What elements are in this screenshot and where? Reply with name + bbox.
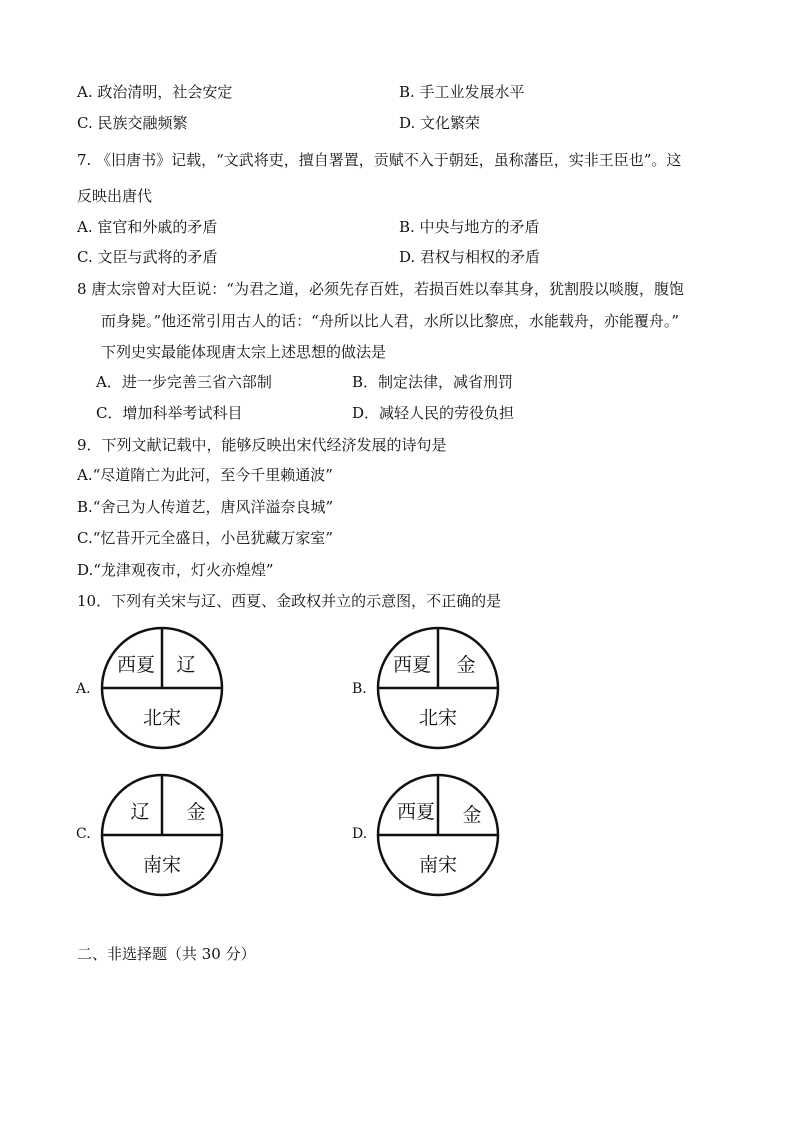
diagram-b-right-region: 金 (456, 654, 476, 676)
q7-stem-line2: 反映出唐代 (77, 187, 153, 205)
diagram-b-left-region: 西夏 (392, 654, 432, 676)
q7-stem-line1: 7. 《旧唐书》记载，“文武将吏，擅自署置，贡赋不入于朝廷，虽称藩臣，实非王臣也”。这 (77, 151, 682, 169)
q9-option-d: D.“龙津观夜市，灯火亦煌煌” (77, 561, 274, 579)
diagram-d-left-region: 西夏 (396, 801, 436, 823)
q6-option-a: A. 政治清明，社会安定 (77, 83, 233, 101)
diagram-a-bottom-region: 北宋 (142, 707, 182, 729)
q7-option-b: B. 中央与地方的矛盾 (399, 218, 540, 236)
q9-option-a: A.“尽道隋亡为此河，至今千里赖通波” (77, 466, 333, 484)
q9-option-c: C.“忆昔开元全盛日，小邑犹藏万家室” (77, 529, 334, 547)
q8-option-b: B．制定法律，减省刑罚 (352, 373, 514, 391)
diagram-a-label: A. (76, 681, 91, 697)
q9-stem: 9．下列文献记载中，能够反映出宋代经济发展的诗句是 (77, 436, 447, 454)
diagram-a-right-region: 辽 (176, 654, 196, 676)
q6-option-d: D. 文化繁荣 (399, 114, 481, 132)
q8-stem-line3: 下列史实最能体现唐太宗上述思想的做法是 (101, 343, 387, 361)
q7-option-a: A. 宦官和外戚的矛盾 (77, 218, 218, 236)
q9-option-b: B.“舍己为人传道艺，唐风洋溢奈良城” (77, 498, 334, 516)
diagram-b (376, 626, 500, 750)
q8-stem-line2: 而身毙。”他还常引用古人的话：“舟所以比人君，水所以比黎庶，水能载舟，亦能覆舟。” (101, 312, 680, 330)
diagram-d (376, 773, 500, 897)
diagram-c-bottom-region: 南宋 (142, 854, 182, 876)
q6-option-b: B. 手工业发展水平 (399, 83, 525, 101)
diagram-c-label: C. (76, 826, 91, 842)
q7-option-d: D. 君权与相权的矛盾 (399, 248, 541, 266)
q7-option-c: C. 文臣与武将的矛盾 (77, 248, 218, 266)
diagram-b-label: B. (352, 681, 367, 697)
q8-option-c: C．增加科举考试科目 (96, 404, 243, 422)
diagram-c-left-region: 辽 (130, 801, 150, 823)
diagram-c-right-region: 金 (186, 801, 206, 823)
q8-option-a: A．进一步完善三省六部制 (96, 373, 272, 391)
q8-stem-line1: 8 唐太宗曾对大臣说：“为君之道，必须先存百姓，若损百姓以奉其身，犹割股以啖腹，腹饱 (77, 280, 684, 298)
diagram-b-bottom-region: 北宋 (418, 707, 458, 729)
diagram-d-bottom-region: 南宋 (418, 854, 458, 876)
diagram-a (100, 626, 224, 750)
diagram-a-left-region: 西夏 (116, 654, 156, 676)
q8-option-d: D．减轻人民的劳役负担 (352, 404, 515, 422)
q6-option-c: C. 民族交融频繁 (77, 114, 188, 132)
section-heading-non-choice: 二、非选择题（共 30 分） (77, 945, 256, 963)
diagram-c (100, 773, 224, 897)
q10-stem: 10．下列有关宋与辽、西夏、金政权并立的示意图，不正确的是 (77, 592, 502, 610)
diagram-d-label: D. (352, 826, 368, 842)
diagram-d-right-region: 金 (462, 804, 482, 826)
